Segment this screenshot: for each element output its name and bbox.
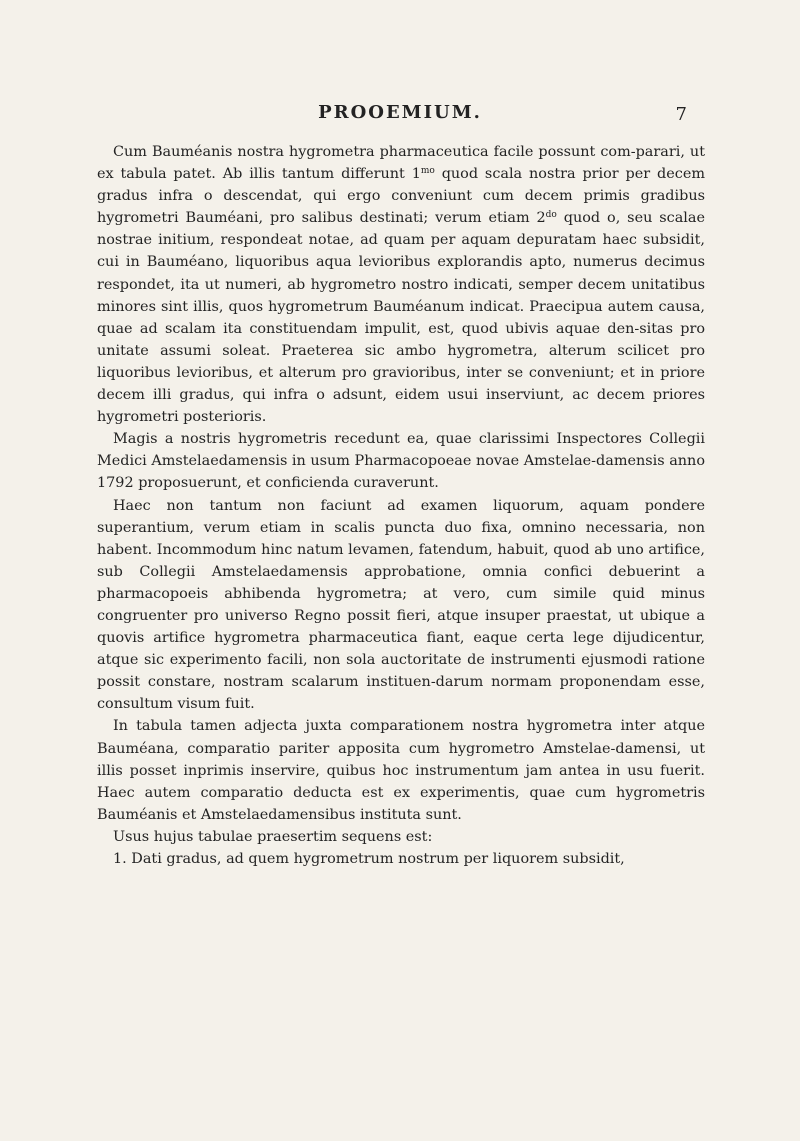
list-item-1: 1. Dati gradus, ad quem hygrometrum nostrum per liquorem subsidit,: [113, 851, 625, 867]
paragraph-4: In tabula tamen adjecta juxta comparationem nostra hygrometra inter atque Bauméana, comparatio pariter apposita cum hygrometro Amstelae-damensi, ut illis posset inprimis inservire, quibus hoc instrumentum jam antea in usu fuerit. Haec autem comparatio deducta est ex experimentis, quae cum hygrometris Bauméanis et Amstelaedamensibus instituta sunt.: [97, 718, 705, 823]
paragraph-3: Haec non tantum non faciunt ad examen liquorum, aquam pondere superantium, verum etiam in scalis puncta duo fixa, omnino necessaria, non habent. Incommodum hinc natum levamen, fatendum, habuit, quod ab uno artifice, sub Collegii Amstelaedamensis approbatione, omnia confici debuerint a pharmacopoeis abhibenda hygrometra; at vero, cum simile quid minus congruenter pro universo Regno possit fieri, atque insuper praestat, ut ubique a quovis artifice hygrometra pharmaceutica fiant, eaque certa lege dijudicentur, atque sic experimento facili, non sola auctoritate de instrumenti ejusmodi ratione possit constare, nostram scalarum instituen-darum normam proponendam esse, consultum visum fuit.: [97, 497, 705, 713]
paragraph-1-part-3: quod o, seu scalae nostrae initium, respondeat notae, ad quam per aquam depuratam haec subsidit, cui in Bauméano, liquoribus aqua levioribus explorandis apto, numerus decimus respondet, ita ut numeri, ab hygrometro nostro indicati, semper decem unitatibus minores sint illis, quos hygrometrum Bauméanum indicat. Praecipua autem causa, quae ad scalam ita constituendam impulit, est, quod ubivis aquae den-sitas pro unitate assumi soleat. Praeterea sic ambo hygrometra, alterum scilicet pro liquoribus levioribus, et alterum pro gravioribus, inter se conveniunt; et in priore decem illi gradus, qui infra o adsunt, eidem usui inserviunt, ac decem priores hygrometri posterioris.: [97, 210, 705, 426]
running-head: PROOEMIUM.: [318, 102, 482, 123]
page-header: [0, 98, 800, 128]
paragraph-2: Magis a nostris hygrometris recedunt ea, quae clarissimi Inspectores Collegii Medici Amstelaedamensis in usum Pharmacopoeae novae Amstelae-damensis anno 1792 proposuerunt, et conficienda curaverunt.: [97, 431, 705, 492]
ordinal-superscript-mo: mo: [420, 166, 435, 177]
page-number: 7: [675, 104, 687, 125]
body-text: [97, 141, 705, 870]
ordinal-superscript-do: do: [545, 210, 557, 221]
paragraph-1-part-2: quod scala nostra prior per decem gradus infra o descendat, qui ergo conveniunt cum decem primis gradibus hygrometri Bauméani, pro salibus destinati; verum etiam 2: [97, 166, 705, 227]
paragraph-1: [97, 141, 705, 428]
paragraph-5: Usus hujus tabulae praesertim sequens est:: [113, 828, 433, 845]
paragraph-1-part-1: Cum Bauméanis nostra hygrometra pharmaceutica facile possunt com-parari, ut ex tabula patet. Ab illis tantum differunt 1: [97, 144, 705, 183]
